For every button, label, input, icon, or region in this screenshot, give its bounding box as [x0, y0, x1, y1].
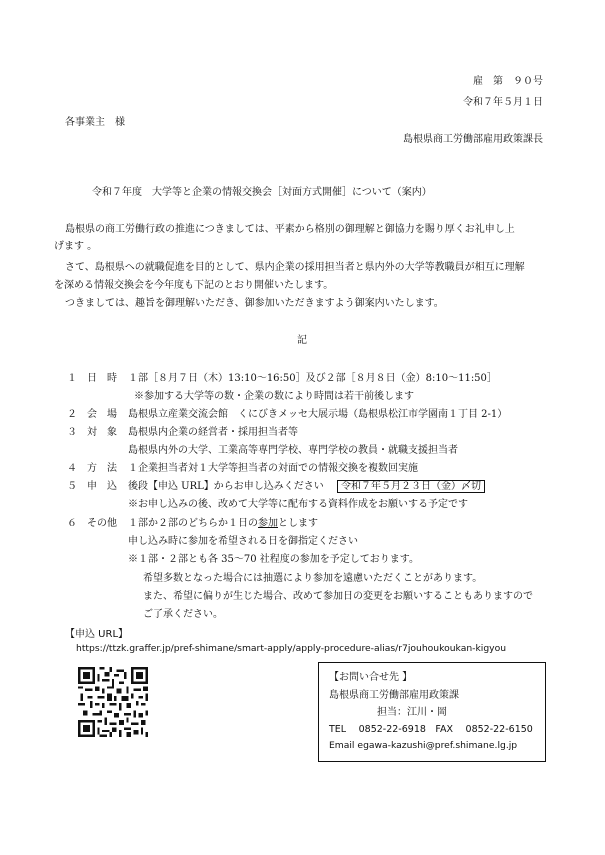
item-5-label: 申 込 [87, 481, 117, 492]
item-5-note: ※お申し込みの後、改めて大学等に配布する資料作成をお願いする予定です [128, 499, 468, 510]
contact-box [318, 662, 546, 762]
item-6-text-5: また、希望に偏りが生じた場合、改めて参加日の変更をお願いすることもありますので [143, 591, 533, 602]
paragraph-1-line-2: げます 。 [54, 241, 98, 252]
contact-email[interactable]: Email egawa-kazushi@pref.shimane.lg.jp [329, 740, 518, 751]
qr-code-image [78, 667, 148, 737]
sender: 島根県商工労働部雇用政策課長 [403, 134, 543, 145]
item-6-text-3: ※１部・２部とも各 35～70 社程度の参加を予定しております。 [128, 554, 420, 565]
item-1-text: １部［８月７日（木）13:10～16:50］及び２部［８月８日（金）8:10～11:50］ [128, 373, 497, 384]
apply-url-heading: 【申込 URL】 [65, 629, 129, 640]
item-3-number: ３ [67, 427, 77, 438]
item-1-label: 日 時 [87, 373, 117, 384]
paragraph-2-line-2: を深める情報交換会を今年度も下記のとおり開催いたします。 [54, 280, 334, 291]
item-6-text-1 [128, 514, 318, 529]
item-2-text: 島根県立産業交流会館 くにびきメッセ大展示場（島根県松江市学園南１丁目 2-1） [128, 409, 508, 420]
item-6-text-1c: とします [278, 518, 318, 529]
item-6-text-2: 申し込み時に参加を希望される日を御指定ください [128, 536, 358, 547]
item-5-text [128, 477, 485, 492]
item-4-number: ４ [67, 463, 77, 474]
item-1-note: ※参加する大学等の数・企業の数により時間は若干前後します [134, 391, 414, 402]
recipient: 各事業主 様 [65, 117, 125, 128]
document-title: 令和７年度 大学等と企業の情報交換会［対面方式開催］について（案内） [92, 187, 432, 198]
ki-heading: 記 [297, 335, 307, 346]
item-6-label: その他 [87, 518, 117, 529]
paragraph-1-line-1: 島根県の商工労働行政の推進につきましては、平素から格別の御理解と御協力を賜り厚くお礼申し上 [65, 224, 515, 235]
contact-department: 島根県商工労働部雇用政策課 [329, 690, 459, 701]
item-4-text: １企業担当者対１大学等担当者の対面での情報交換を複数回実施 [128, 463, 418, 474]
document-date: 令和７年５月１日 [463, 97, 543, 108]
contact-heading: 【お問い合せ先 】 [329, 672, 413, 683]
item-3-text-2: 島根県内外の大学、工業高等専門学校、専門学校の教員・就職支援担当者 [128, 445, 458, 456]
contact-tel-fax: TEL 0852-22-6918 FAX 0852-22-6150 [329, 724, 533, 735]
item-6-number: ６ [67, 518, 77, 529]
item-3-text-1: 島根県内企業の経営者・採用担当者等 [128, 427, 298, 438]
document-number: 雇 第 ９０号 [473, 76, 543, 87]
item-6-text-1a: １部か２部のどちらか１日の [128, 518, 258, 529]
item-4-label: 方 法 [87, 463, 117, 474]
contact-person: 担当：江川・岡 [377, 707, 447, 718]
item-6-text-1b: 参加 [258, 518, 278, 529]
item-2-label: 会 場 [87, 409, 117, 420]
item-5-number: ５ [67, 481, 77, 492]
item-1-number: １ [67, 373, 77, 384]
paragraph-2-line-1: さて、島根県への就職促進を目的として、県内企業の採用担当者と県内外の大学等教職員が相互に理解 [65, 262, 525, 273]
item-6-text-6: ご了承ください。 [143, 609, 223, 620]
deadline-badge: 令和７年５月２３日（金）〆切 [337, 480, 485, 493]
apply-url-link[interactable]: https://ttzk.graffer.jp/pref-shimane/smart-apply/apply-procedure-alias/r7jouhoukoukan-kigyou [76, 643, 507, 654]
item-6-text-4: 希望多数となった場合には抽選により参加を遠慮いただくことがあります。 [143, 573, 483, 584]
paragraph-3-line-1: つきましては、趣旨を御理解いただき、御参加いただきますよう御案内いたします。 [65, 298, 444, 309]
item-5-instruction: 後段【申込 URL】からお申し込みください [128, 481, 324, 492]
item-3-label: 対 象 [87, 427, 117, 438]
item-2-number: ２ [67, 409, 77, 420]
